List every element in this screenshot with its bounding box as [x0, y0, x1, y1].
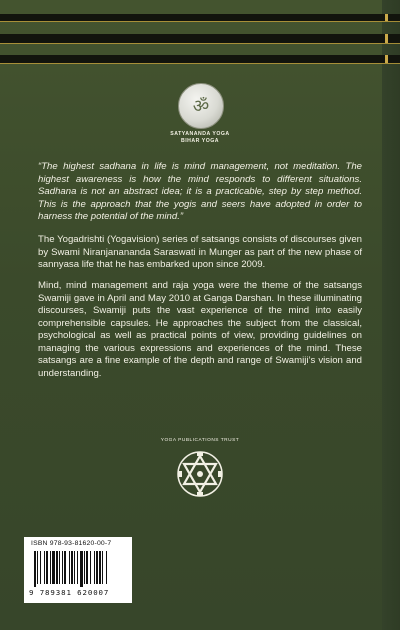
barcode-label — [24, 537, 132, 603]
gold-tick — [385, 34, 388, 43]
spine-edge — [382, 0, 400, 630]
gold-tick — [385, 14, 388, 21]
om-icon: ॐ — [192, 96, 210, 117]
decorative-band — [0, 34, 400, 43]
satyananda-yoga-emblem — [178, 83, 224, 129]
barcode-icon — [34, 551, 124, 587]
decorative-band — [0, 55, 400, 63]
gold-rule — [0, 21, 400, 22]
emblem-caption-line1: SATYANANDA YOGA — [170, 131, 230, 137]
yoga-publications-trust-logo-icon — [176, 450, 224, 498]
quote-text: “The highest sadhana in life is mind management, not meditation. The highest awareness is how the mind responds to different situations. Sadhana is not an abstract idea; it is a practicable, step by step method. This is the approach that the yogis and seers have adopted in order to harness the potential of the mind.” — [38, 161, 362, 222]
description-paragraph-2: Mind, mind management and raja yoga were the theme of the satsangs Swamiji gave in April and May 2010 at Ganga Darshan. In these illuminating discourses, Swamiji puts the vast experience of the mind into easily comprehensible capsules. He approaches the subject from the classical, psychological as well as practical points of view, providing guidelines on managing the various expressions and experiences of the mind. These satsangs are a fine example of the depth and range of Swamiji’s vision and understanding. — [38, 280, 362, 379]
decorative-band — [0, 14, 400, 21]
gold-rule — [0, 63, 400, 64]
isbn-text: ISBN 978-93-81620-00-7 — [31, 540, 112, 547]
description-paragraph-1: The Yogadrishti (Yogavision) series of satsangs consists of discourses given by Swami Niranjanananda Saraswati in Munger as part of the new phase of sannyasa life that he has embarked upon since 2009. — [38, 234, 362, 270]
barcode-digits: 9 789381 620007 — [29, 588, 110, 597]
gold-tick — [385, 55, 388, 63]
emblem-caption-line2: BIHAR YOGA — [180, 138, 220, 144]
publisher-name: YOGA PUBLICATIONS TRUST — [160, 438, 240, 443]
gold-rule — [0, 43, 400, 44]
